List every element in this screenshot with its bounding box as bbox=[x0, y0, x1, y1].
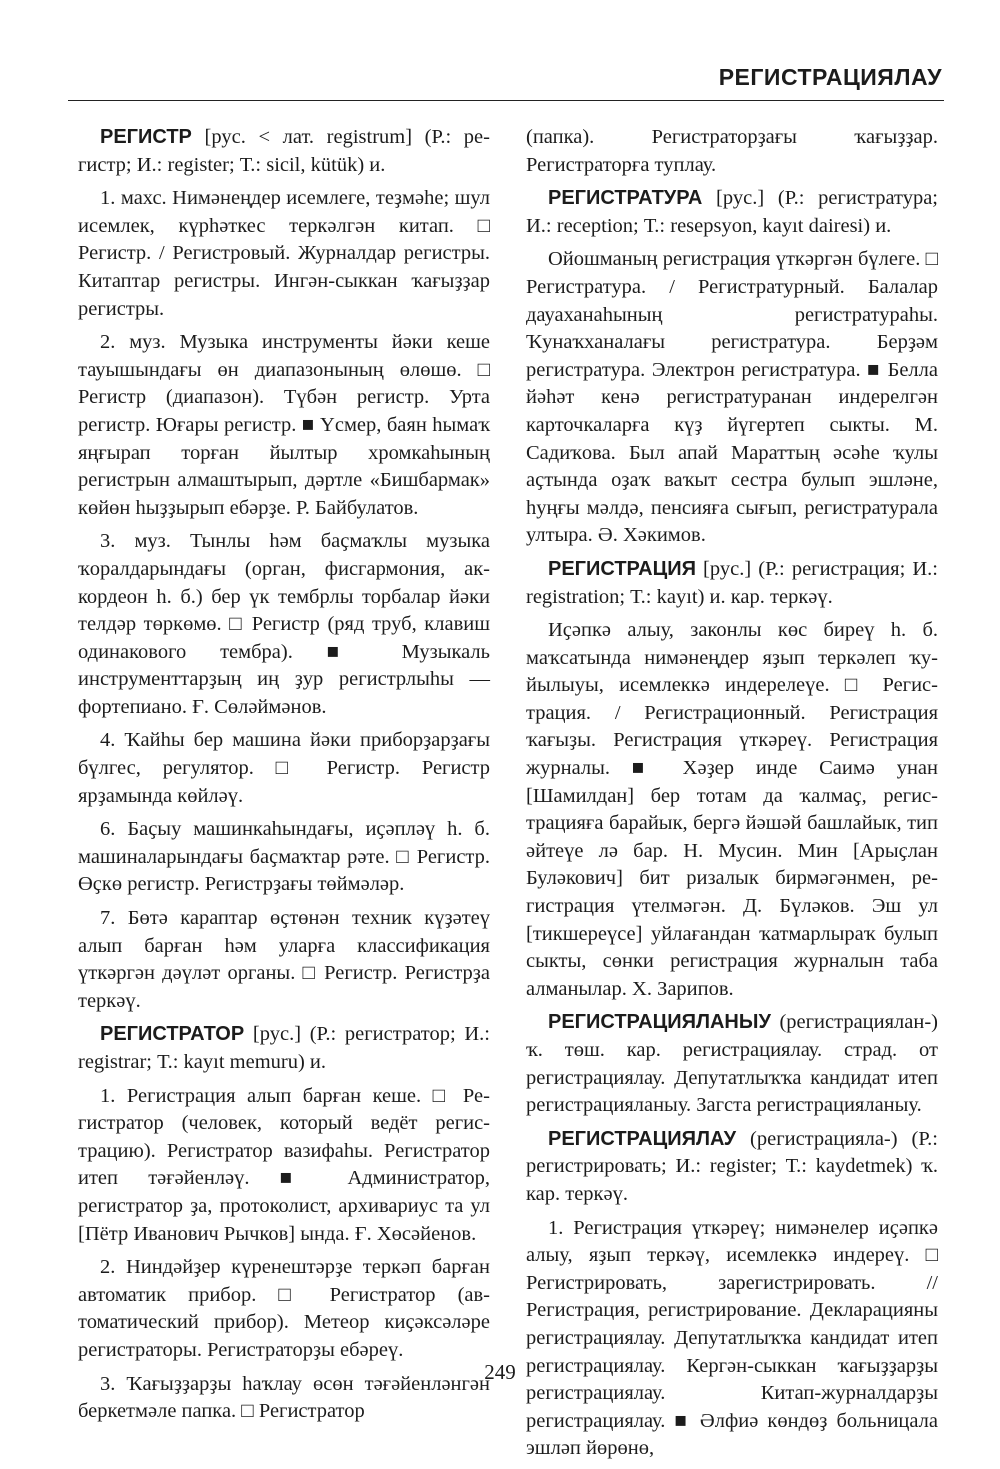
entry-text: [рус.] (Р.: регистратура; И.: reception; Т.: resepsyon, kayıt dairesi) и. bbox=[526, 187, 938, 237]
entry-text: [рус.] (Р.: регистратор; И.: registrar; Т.: kayıt memuru) и. bbox=[78, 1023, 490, 1073]
entry-paragraph bbox=[526, 556, 938, 611]
right-column bbox=[526, 124, 938, 1469]
sense-paragraph: 3. Ҡағыҙҙарҙы һаҡлау өсөн тәғәйенләнгән беркетмәле папка. □ Регистратор bbox=[78, 1372, 490, 1423]
entry-text: (регистрациялан-) ҡ. төш. кар. регистрациялау. страд. от регистрациялау. Депутатлыҡҡа кандидат итеп регистрацияланыу. Загста регистрацияланыу. bbox=[526, 1011, 938, 1117]
entry-text: [рус. < лат. registrum] (Р.: регистр; И.: register; Т.: sicil, kütük) и. bbox=[78, 126, 490, 176]
sense-paragraph: 3. муз. Тынлы һәм баҫмаҡлы музыка ҡоралдарындағы (орган, фисгармония, аккордеон һ. б.) бер үк тембрлы торбалар йәки телдәр төркөмө. □ Регистр (ряд труб, клавиш одинакового тембра). ■ Музыкаль инструменттарҙың иң ҙур регистрлыһы — фортепиано. Ғ. Сөләймәнов. bbox=[78, 530, 490, 718]
entry-paragraph bbox=[78, 124, 490, 179]
page-number: 249 bbox=[484, 1360, 516, 1384]
continuation-paragraph: (папка). Регистраторҙағы ҡағыҙҙар. Регистраторға туплау. bbox=[526, 126, 938, 176]
sense-paragraph: 2. муз. Музыка инструменты йәки кеше тауышындағы өн диапазонының өлөшө. □ Регистр (диапазон). Түбән регистр. Урта регистр. Юғары регистр. ■ Үсмер, баян һымаҡ яңғырап торған йылтыр хромкаһының регистрын алмаштырып, дәртле «Бишбармак» көйөн һыҙҙырып ебәрҙе. Р. Байбулатов. bbox=[78, 331, 490, 519]
sense-paragraph: 1. Регистрация алып барған кеше. □ Регистратор (человек, который ведёт регистрацию). Регистратор вазифаһы. Регистратор итеп тәғәйенләү. ■ Администратор, регистратор ҙа, протоколист, архивариус та ул [Пётр Иванович Рычков] ында. Ғ. Хөсәйенов. bbox=[78, 1084, 490, 1245]
entry-paragraph bbox=[526, 1009, 938, 1119]
header-rule bbox=[68, 100, 944, 101]
entry-paragraph bbox=[526, 185, 938, 240]
sense-paragraph: 7. Бөтә караптар өҫтөнән техник күҙәтеү алып барған һәм уларға классификация үткәргән дәүләт органы. □ Регистр. Регистрҙа теркәү. bbox=[78, 907, 490, 1012]
headword: РЕГИСТРАТУРА bbox=[548, 187, 703, 210]
sense-paragraph: 6. Баҫыу машинкаһындағы, иҫәпләү һ. б. машиналарындағы баҫмаҡтар рәте. □ Регистр. Өҫкө регистр. Регистрҙағы төймәләр. bbox=[78, 818, 490, 896]
headword: РЕГИСТР bbox=[100, 126, 192, 148]
entry-paragraph bbox=[526, 1126, 938, 1209]
sense-paragraph: 1. махс. Нимәнеңдер исемлеге, теҙмәһе; шул исемлек, күрһәткес теркәлгән китап. □ Регистр. / Регистровый. Журналдар регистры. Китаптар регистры. Ингән-сыккан ҡағыҙҙар регистры. bbox=[78, 187, 490, 320]
sense-paragraph: Иҫәпкә алыу, законлы көс биреү һ. б. маҡсатында нимәнеңдер яҙып теркәлеп ҡуйылыуы, исемлеккә индерелеүе. □ Регистрация. / Регистрационный. Регистрация ҡағыҙы. Регистрация үткәреү. Регистрация журналы. ■ Хәҙер инде Саимә унан [Шамилдан] бер тотам да ҡалмаҫ, регистрацияға барайык, бергә йәшәй башлайык, тип әйтеүе лә бар. Н. Мусин. Мин [Арыҫлан Буләкович] бит ризалык бирмәгәнмен, регистрация үтелмәгән. Д. Бүләков. Эш ул [тикшереүсе] уйлағандан ҡатмарлыраҡ булып сыкты, сөнки регистрация журналын таба алманылар. Х. Зарипов. bbox=[526, 619, 938, 1000]
entry-paragraph bbox=[78, 1021, 490, 1076]
entry-text: (регистрацияла-) (Р.: регистрировать; И.: register; Т.: kaydetmek) ҡ. кар. теркәү. bbox=[526, 1127, 938, 1205]
left-column bbox=[78, 124, 490, 1432]
headword: РЕГИСТРАЦИЯЛАУ bbox=[548, 1127, 737, 1150]
sense-paragraph: Ойошманың регистрация үткәргән бүлеге. □ Регистратура. / Регистратурный. Балалар дауаханаһының регистратураһы. Ҡунаҡханалағы регистратура. Берҙәм регистратура. Электрон регистратура. ■ Белла йәһәт кенә регистратуранан индерелгән карточкаларға күҙ йүгертеп сыкты. М. Садиҡова. Был апай Мараттың әсәһе ҡулы аҫтында оҙаҡ ваҡыт сестра булып эшләне, һуңғы мәлдә, пенсияға сығып, регистратурала ултыра. Ә. Хәкимов. bbox=[526, 248, 938, 547]
sense-paragraph: 1. Регистрация үткәреү; нимәнелер иҫәпкә алыу, яҙып теркәү, исемлеккә индереү. □ Регистрировать, зарегистрировать. // Регистрация, регистрирование. Декларацияны регистрациялау. Депутатлыҡҡа кандидат итеп регистрациялау. Кергән-сыккан ҡағыҙҙарҙы регистрациялау. Китап-журналдарҙы регистрациялау. ■ Әлфиә көндөҙ больницала эшләп йөрөнө, bbox=[526, 1216, 938, 1460]
sense-paragraph: 2. Ниндәйҙер күренештәрҙе теркәп барған автоматик прибор. □ Регистратор (автоматический прибор). Метеор киҫәксәләре регистраторы. Регистраторҙы ебәреү. bbox=[78, 1256, 490, 1361]
entry-text: [рус.] (Р.: регистрация; И.: registration; Т.: kayıt) и. кар. теркәү. bbox=[526, 557, 938, 608]
sense-paragraph: 4. Ҡайһы бер машина йәки приборҙарҙағы бүлгес, регулятор. □ Регистр. Регистр ярҙамында көйләү. bbox=[78, 729, 490, 807]
headword: РЕГИСТРАТОР bbox=[100, 1023, 245, 1046]
running-head: РЕГИСТРАЦИЯЛАУ bbox=[718, 64, 942, 90]
headword: РЕГИСТРАЦИЯ bbox=[548, 557, 696, 580]
headword: РЕГИСТРАЦИЯЛАНЫУ bbox=[548, 1011, 771, 1034]
